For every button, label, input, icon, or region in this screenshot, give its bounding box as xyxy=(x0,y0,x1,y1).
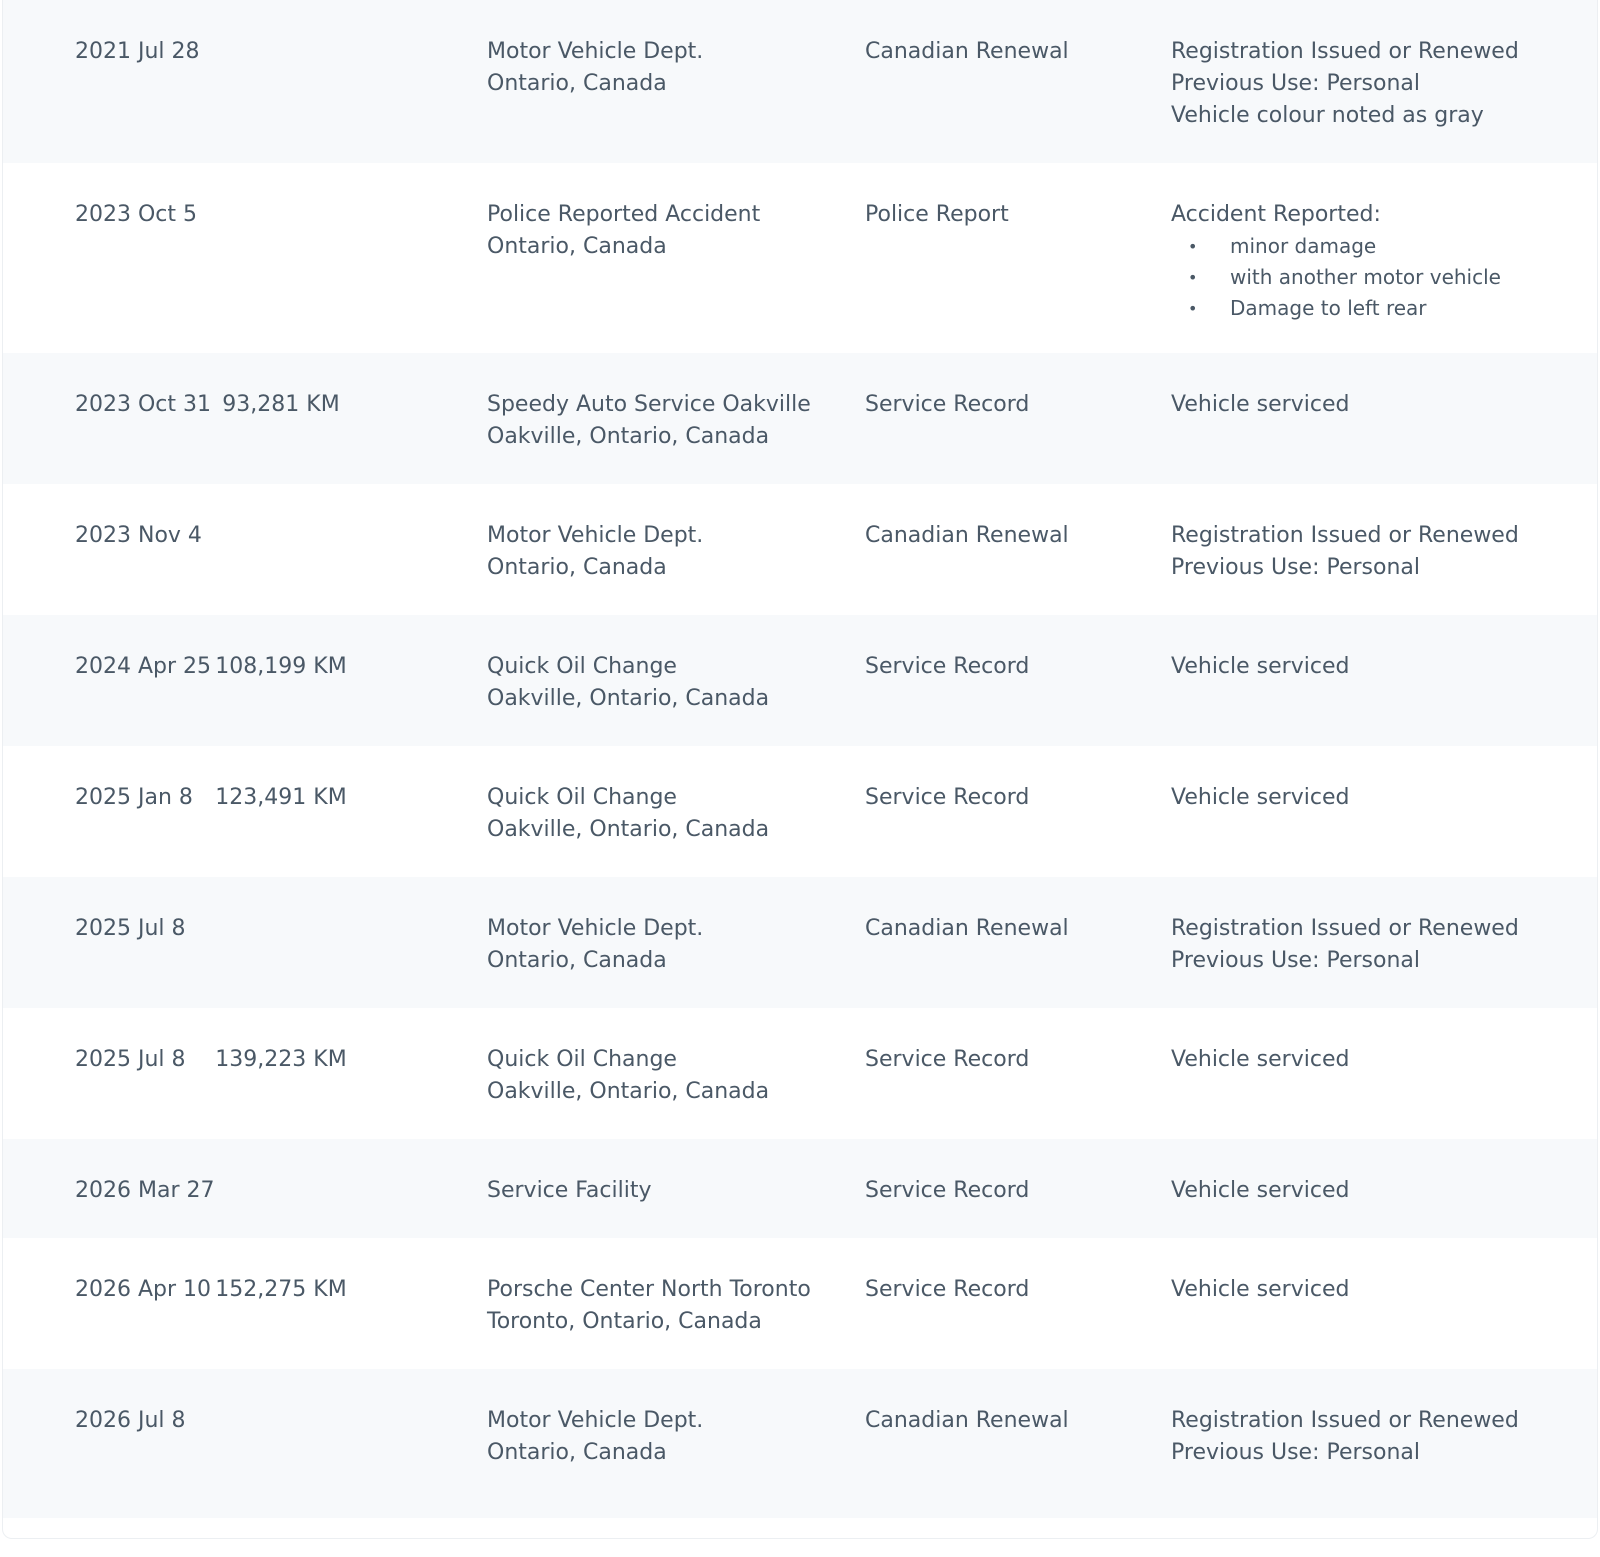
table-row xyxy=(3,746,1597,877)
record-detail-line: Registration Issued or Renewed xyxy=(1171,523,1519,548)
table-row xyxy=(3,615,1597,746)
record-source-line: Motor Vehicle Dept. xyxy=(487,523,704,548)
table-row xyxy=(3,1238,1597,1369)
record-detail-line: Vehicle serviced xyxy=(1171,785,1350,810)
record-detail-bullet xyxy=(1171,231,1597,262)
bullet-text: with another motor vehicle xyxy=(1230,265,1501,289)
record-odometer: 152,275 KM xyxy=(215,1277,347,1302)
record-date: 2023 Oct 5 xyxy=(75,202,198,227)
record-date: 2025 Jul 8 xyxy=(75,916,186,941)
record-source xyxy=(487,1405,865,1469)
vehicle-history-table xyxy=(2,0,1598,1539)
record-type: Police Report xyxy=(865,202,1009,227)
table-row xyxy=(3,163,1597,353)
record-details xyxy=(1171,389,1597,421)
record-date: 2026 Mar 27 xyxy=(75,1178,215,1203)
record-date: 2023 Oct 31 xyxy=(75,392,212,417)
record-date: 2021 Jul 28 xyxy=(75,39,200,64)
record-date: 2025 Jan 8 xyxy=(75,785,193,810)
record-detail-line: Vehicle colour noted as gray xyxy=(1171,103,1484,128)
record-type: Canadian Renewal xyxy=(865,523,1069,548)
record-source-line: Quick Oil Change xyxy=(487,654,677,679)
record-source-line: Oakville, Ontario, Canada xyxy=(487,424,770,449)
bullet-text: Damage to left rear xyxy=(1230,296,1427,320)
record-source xyxy=(487,389,865,453)
record-odometer: 93,281 KM xyxy=(222,392,340,417)
record-source-line: Toronto, Ontario, Canada xyxy=(487,1309,762,1334)
record-source xyxy=(487,651,865,715)
record-source xyxy=(487,782,865,846)
record-odometer: 123,491 KM xyxy=(215,785,347,810)
record-source-line: Oakville, Ontario, Canada xyxy=(487,686,770,711)
record-detail-line: Vehicle serviced xyxy=(1171,654,1350,679)
bullet-text: minor damage xyxy=(1230,234,1377,258)
record-detail-line: Accident Reported: xyxy=(1171,202,1381,227)
record-type: Canadian Renewal xyxy=(865,1408,1069,1433)
record-detail-line: Registration Issued or Renewed xyxy=(1171,39,1519,64)
record-detail-line: Previous Use: Personal xyxy=(1171,1440,1420,1465)
record-detail-line: Previous Use: Personal xyxy=(1171,948,1420,973)
bullet-dot: • xyxy=(1188,268,1198,287)
record-type: Service Record xyxy=(865,785,1030,810)
record-date: 2023 Nov 4 xyxy=(75,523,202,548)
history-rows xyxy=(3,0,1597,1518)
record-detail-line: Previous Use: Personal xyxy=(1171,555,1420,580)
record-details xyxy=(1171,1044,1597,1076)
record-source-line: Oakville, Ontario, Canada xyxy=(487,1079,770,1104)
record-detail-line: Registration Issued or Renewed xyxy=(1171,916,1519,941)
record-source xyxy=(487,1274,865,1338)
record-source-line: Ontario, Canada xyxy=(487,234,667,259)
table-row xyxy=(3,0,1597,163)
record-details xyxy=(1171,1274,1597,1306)
table-row xyxy=(3,877,1597,1008)
record-odometer: 139,223 KM xyxy=(215,1047,347,1072)
record-type: Canadian Renewal xyxy=(865,916,1069,941)
record-odometer: 108,199 KM xyxy=(215,654,347,679)
record-source xyxy=(487,520,865,584)
table-row xyxy=(3,353,1597,484)
record-source xyxy=(487,199,865,263)
record-detail-bullet xyxy=(1171,293,1597,324)
record-details xyxy=(1171,782,1597,814)
record-type: Service Record xyxy=(865,1178,1030,1203)
record-source-line: Ontario, Canada xyxy=(487,71,667,96)
record-detail-bullet xyxy=(1171,262,1597,293)
record-source-line: Service Facility xyxy=(487,1178,652,1203)
record-detail-line: Registration Issued or Renewed xyxy=(1171,1408,1519,1433)
record-detail-bullets xyxy=(1171,231,1597,324)
bullet-dot: • xyxy=(1188,299,1198,318)
record-source-line: Motor Vehicle Dept. xyxy=(487,39,704,64)
record-source xyxy=(487,1044,865,1108)
record-details xyxy=(1171,199,1597,324)
record-details xyxy=(1171,36,1597,132)
record-source-line: Motor Vehicle Dept. xyxy=(487,916,704,941)
record-details xyxy=(1171,1405,1597,1469)
record-source xyxy=(487,1175,865,1207)
record-date: 2025 Jul 8 xyxy=(75,1047,186,1072)
record-type: Service Record xyxy=(865,1047,1030,1072)
record-date: 2026 Apr 10 xyxy=(75,1277,212,1302)
bullet-dot: • xyxy=(1188,237,1198,256)
record-type: Canadian Renewal xyxy=(865,39,1069,64)
record-type: Service Record xyxy=(865,1277,1030,1302)
record-details xyxy=(1171,1175,1597,1207)
record-source-line: Ontario, Canada xyxy=(487,555,667,580)
record-detail-line: Vehicle serviced xyxy=(1171,392,1350,417)
table-row xyxy=(3,1369,1597,1518)
table-row xyxy=(3,484,1597,615)
record-source-line: Quick Oil Change xyxy=(487,785,677,810)
record-detail-line: Previous Use: Personal xyxy=(1171,71,1420,96)
record-type: Service Record xyxy=(865,654,1030,679)
record-details xyxy=(1171,913,1597,977)
record-detail-line: Vehicle serviced xyxy=(1171,1178,1350,1203)
record-detail-line: Vehicle serviced xyxy=(1171,1047,1350,1072)
record-source-line: Motor Vehicle Dept. xyxy=(487,1408,704,1433)
record-detail-line: Vehicle serviced xyxy=(1171,1277,1350,1302)
record-type: Service Record xyxy=(865,392,1030,417)
record-source-line: Ontario, Canada xyxy=(487,948,667,973)
record-source xyxy=(487,36,865,100)
table-row xyxy=(3,1139,1597,1238)
record-details xyxy=(1171,651,1597,683)
record-source-line: Porsche Center North Toronto xyxy=(487,1277,811,1302)
record-source xyxy=(487,913,865,977)
record-source-line: Police Reported Accident xyxy=(487,202,761,227)
record-source-line: Quick Oil Change xyxy=(487,1047,677,1072)
record-source-line: Speedy Auto Service Oakville xyxy=(487,392,811,417)
record-details xyxy=(1171,520,1597,584)
table-row xyxy=(3,1008,1597,1139)
record-source-line: Ontario, Canada xyxy=(487,1440,667,1465)
record-date: 2024 Apr 25 xyxy=(75,654,212,679)
record-date: 2026 Jul 8 xyxy=(75,1408,186,1433)
record-source-line: Oakville, Ontario, Canada xyxy=(487,817,770,842)
